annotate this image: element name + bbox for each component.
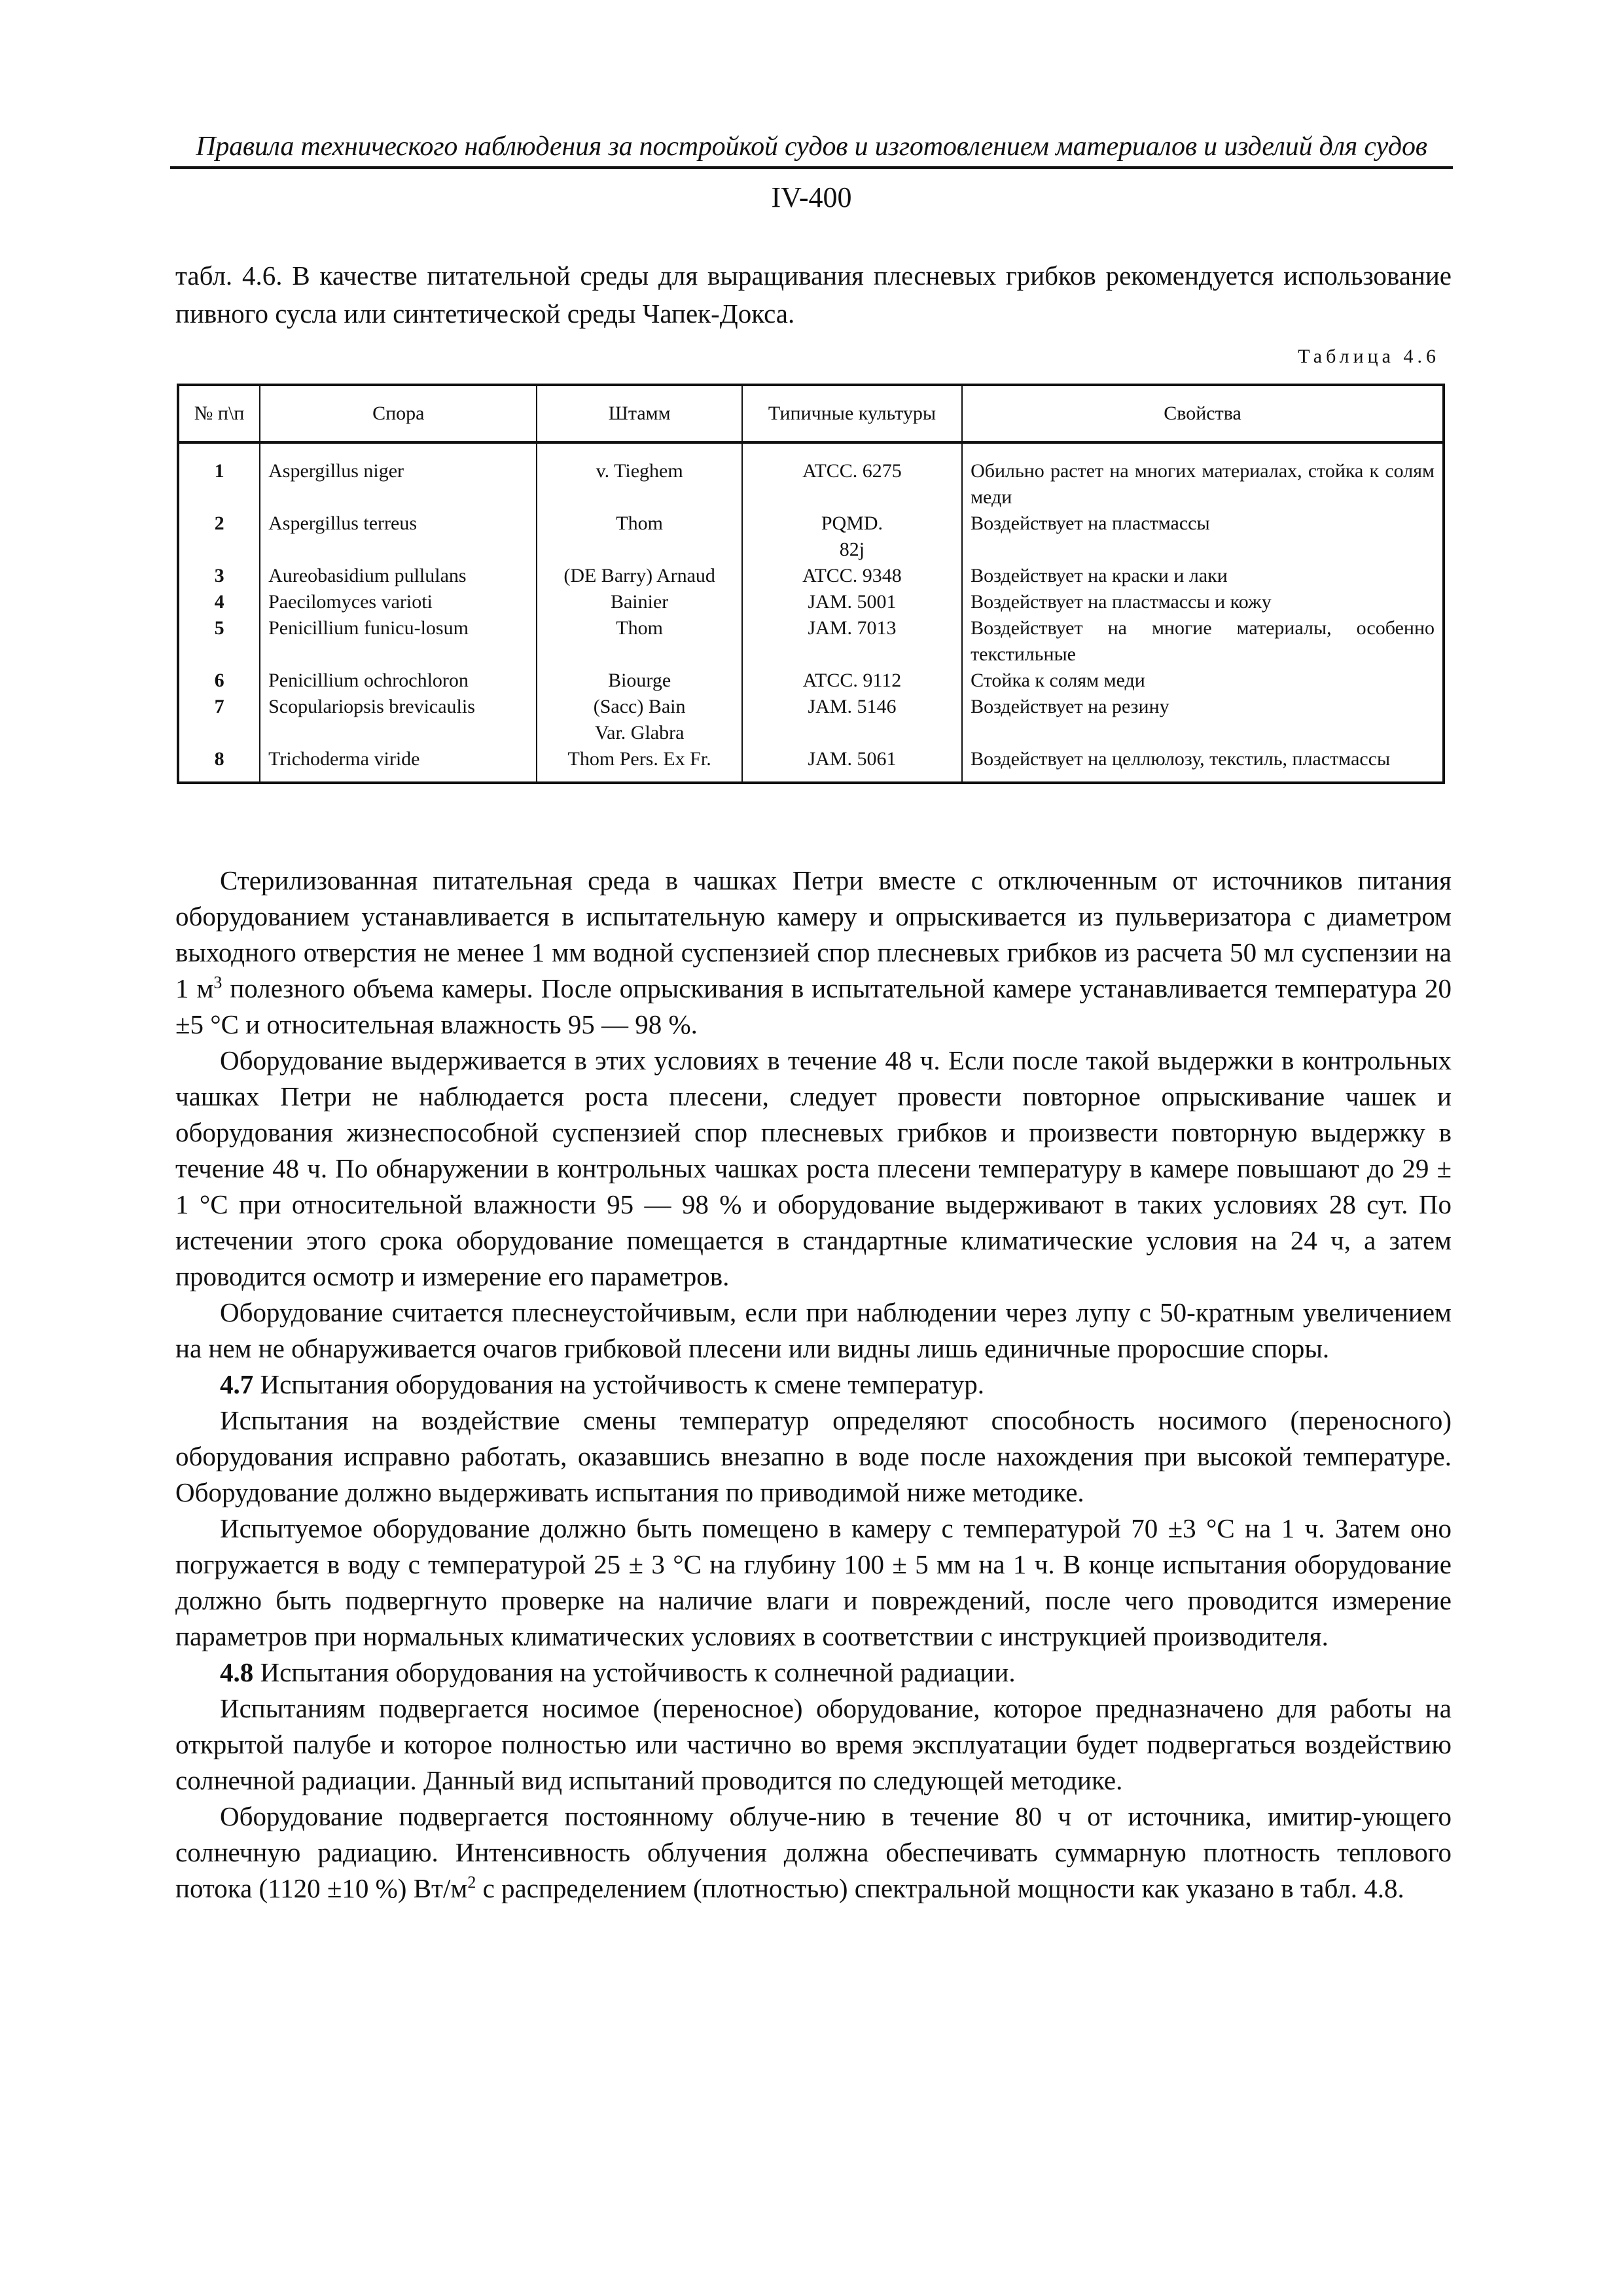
row-culture: PQMD. 82j [742,511,962,563]
row-spore: Aureobasidium pullulans [260,563,537,589]
row-spore: Penicillium funicu-losum [260,615,537,668]
row-culture: ATCC. 9112 [742,668,962,694]
body-text [175,863,1452,1907]
header-culture: Типичные культуры [742,385,962,442]
row-strain: (Sacc) Bain Var. Glabra [537,694,741,746]
row-properties: Воздействует на целлюлозу, текстиль, пластмассы [962,746,1444,783]
row-number: 4 [178,589,260,615]
row-culture: JAM. 5061 [742,746,962,783]
row-spore: Scopulariopsis brevicaulis [260,694,537,746]
header-properties: Свойства [962,385,1444,442]
row-number: 6 [178,668,260,694]
row-strain: Bainier [537,589,741,615]
table-row [178,563,1444,589]
row-strain: Biourge [537,668,741,694]
table-row [178,668,1444,694]
row-number: 2 [178,511,260,563]
section-heading-4-8: 4.8 Испытания оборудования на устойчивость к солнечной радиации. [220,1657,1016,1687]
row-culture: JAM. 5146 [742,694,962,746]
row-spore: Aspergillus terreus [260,511,537,563]
row-spore: Paecilomyces varioti [260,589,537,615]
table-row [178,442,1444,511]
paragraph-solar-scope: Испытаниям подвергается носимое (переносное) оборудование, которое предназначено для работы на открытой палубе и которое полностью или частично во время эксплуатации будет подвергаться воздействию солнечной радиации. Данный вид испытаний проводится по следующей методике. [175,1693,1452,1795]
paragraph-exposure: Оборудование выдерживается в этих условиях в течение 48 ч. Если после такой выдержки в контрольных чашках Петри не наблюдается роста плесени, следует провести повторное опрыскивание чашек и оборудования жизнеспособной суспензией спор плесневых грибков и произвести повторную выдержку в течение 48 ч. По обнаружении в контрольных чашках роста плесени температуру в камере повышают до 29 ± 1 °С при относительной влажности 95 — 98 % и оборудование выдерживают в таких условиях 28 сут. По истечении этого срока оборудование помещается в стандартные климатические условия на 24 ч, а затем проводится осмотр и измерение его параметров. [175,1045,1452,1291]
paragraph-temperature-change: Испытания на воздействие смены температур определяют способность носимого (переносного) оборудования исправно работать, оказавшись внезапно в воде после нахождения при высокой температуре. Оборудование должно выдерживать испытания по приводимой ниже методике. [175,1405,1452,1507]
table-caption: Таблица 4.6 [1298,346,1440,367]
intro-paragraph: табл. 4.6. В качестве питательной среды для выращивания плесневых грибков рекомендуется использование пивного сусла или синтетической среды Чапек-Докса. [175,260,1452,329]
row-properties: Воздействует на многие материалы, особенно текстильные [962,615,1444,668]
row-culture: ATCC. 6275 [742,442,962,511]
row-properties: Воздействует на пластмассы и кожу [962,589,1444,615]
row-properties: Воздействует на краски и лаки [962,563,1444,589]
row-properties: Обильно растет на многих материалах, стойка к солям меди [962,442,1444,511]
table-row [178,511,1444,563]
row-strain: (DE Barry) Arnaud [537,563,741,589]
row-strain: v. Tieghem [537,442,741,511]
row-spore: Trichoderma viride [260,746,537,783]
header-spore: Спора [260,385,537,442]
table-row [178,589,1444,615]
header-strain: Штамм [537,385,741,442]
row-number: 5 [178,615,260,668]
paragraph-sterilization: Стерилизованная питательная среда в чашках Петри вместе с отключенным от источников питания оборудованием устанавливается в испытательную камеру и опрыскивается из пульверизатора с диаметром выходного отверстия не менее 1 мм водной суспензией спор плесневых грибков из расчета 50 мл суспензии на 1 $м^3$ полезного объема камеры. После опрыскивания в испытательной камере устанавливается температура 20 ±5 °С и относительная влажность 95 — 98 %. [175,865,1452,1039]
row-number: 8 [178,746,260,783]
row-properties: Воздействует на резину [962,694,1444,746]
table-row [178,615,1444,668]
running-header: Правила технического наблюдения за постройкой судов и изготовлением материалов и изделий для судов [170,131,1453,169]
paragraph-temperature-procedure: Испытуемое оборудование должно быть помещено в камеру с температурой 70 ±3 °С на 1 ч. Затем оно погружается в воду с температурой 25 ± 3 °С на глубину 100 ± 5 мм на 1 ч. В конце испытания оборудование должно быть подвергнуто проверке на наличие влаги и повреждений, после чего проводится измерение параметров при нормальных климатических условиях в соответствии с инструкцией производителя. [175,1513,1452,1651]
header-number: № п\п [178,385,260,442]
section-heading-4-7: 4.7 Испытания оборудования на устойчивость к смене температур. [220,1369,984,1399]
row-strain: Thom [537,511,741,563]
row-strain: Thom Pers. Ex Fr. [537,746,741,783]
row-properties: Стойка к солям меди [962,668,1444,694]
spores-table [177,384,1445,784]
row-number: 1 [178,442,260,511]
row-culture: JAM. 5001 [742,589,962,615]
row-properties: Воздействует на пластмассы [962,511,1444,563]
row-spore: Aspergillus niger [260,442,537,511]
paragraph-solar-procedure: Оборудование подвергается постоянному облуче-нию в течение 80 ч от источника, имитир-ующего солнечную радиацию. Интенсивность облучения должна обеспечивать суммарную плотность теплового потока (1120 ±10 %) $Вт/м^2$ с распределением (плотностью) спектральной мощности как указано в табл. 4.8. [175,1801,1452,1903]
table-row [178,746,1444,783]
table-header-row [178,385,1444,442]
paragraph-mold-resistance: Оборудование считается плеснеустойчивым, если при наблюдении через лупу с 50-кратным увеличением на нем не обнаруживается очагов грибковой плесени или видны лишь единичные проросшие споры. [175,1297,1452,1363]
page-number: IV-400 [771,181,852,213]
row-strain: Thom [537,615,741,668]
row-culture: ATCC. 9348 [742,563,962,589]
row-culture: JAM. 7013 [742,615,962,668]
table-row [178,694,1444,746]
row-number: 3 [178,563,260,589]
row-spore: Penicillium ochrochloron [260,668,537,694]
row-number: 7 [178,694,260,746]
